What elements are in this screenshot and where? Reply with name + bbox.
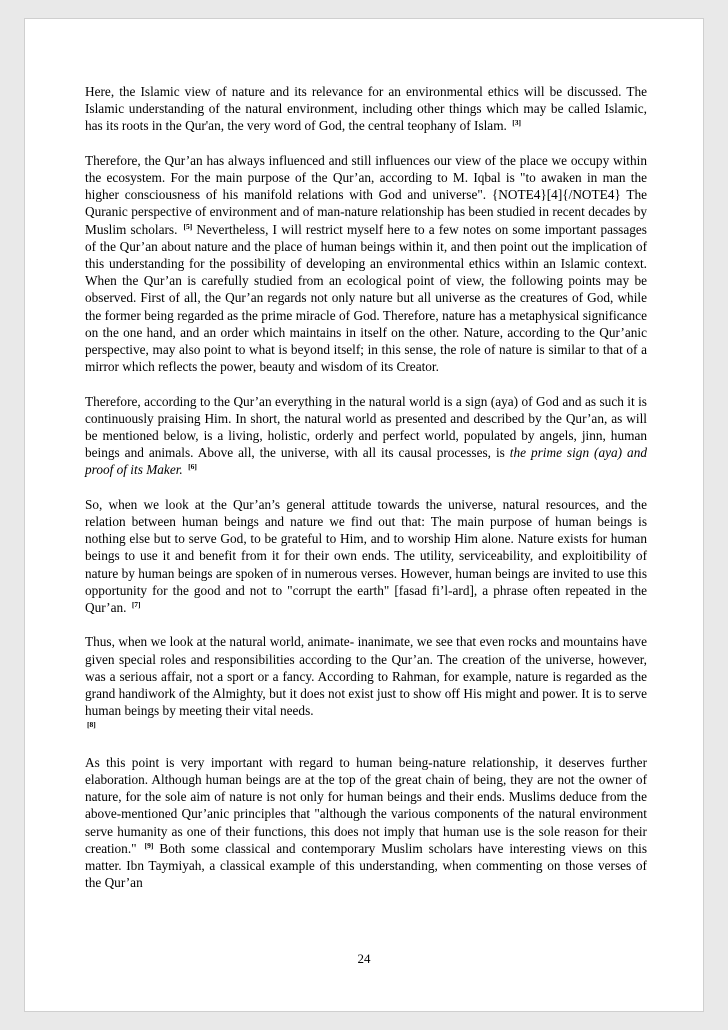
page-body — [85, 83, 647, 909]
paragraph-5: Thus, when we look at the natural world, animate- inanimate, we see that even rocks and mountains have given special roles and responsibilities according to the Qur’an. The creation of the universe, however, was a serious affair, not a sport or a fancy. According to Rahman, for example, nature is regarded as the grand handiwork of the Almighty, but it does not exist just to show off His might and power. It is to serve human beings by meeting their vital needs. [8] — [85, 634, 647, 730]
paragraph-4: So, when we look at the Qur’an’s general attitude towards the universe, natural resources, and the relation between human beings and nature we find out that: The main purpose of human beings is nothing else but to serve God, to be grateful to Him, and to worship Him alone. Nature exists for human beings to use it and benefit from it for their own ends. The utility, serviceability, and exploitibility of nature by human beings are spoken of in numerous verses. However, human beings are invited to use this opportunity for the good and not to "corrupt the earth" [fasad fi’l-ard], a phrase often repeated in the Qur’an. [7] — [85, 496, 647, 616]
footnote-ref-6[interactable]: [6] — [188, 462, 197, 472]
footnote-ref-7[interactable]: [7] — [131, 600, 141, 610]
paragraph-2: Therefore, the Qur’an has always influenced and still influences our view of the place we occupy within the ecosystem. For the main purpose of the Qur’an, according to M. Iqbal is "to awaken in man the higher consciousness of his manifold relations with God and universe". {NOTE4}[4]{/NOTE4} The Quranic perspective of environment and of man-nature relationship has been studied in recent decades by Muslim scholars. [5] Nevertheless, I will restrict myself here to a few notes on some important passages of the Qur’an about nature and the place of human beings within it, and then point out the implication of this understanding for the possibility of developing an environmental ethics within an Islamic context. When the Qur’an is carefully studied from an ecological point of view, the following points may be observed. First of all, the Qur’an regards not only nature but all universe as the creatures of God, while the former being regarded as the prime miracle of God. Therefore, nature has a metaphysical significance on the one hand, and an order which maintains in itself on the other. Nature, according to the Qur’anic perspective, may also point to what is beyond itself; in this sense, the role of nature is similar to that of a mirror which reflects the power, beauty and wisdom of its Creator. — [85, 152, 647, 375]
footnote-ref-5[interactable]: [5] — [183, 221, 193, 231]
paragraph-1: Here, the Islamic view of nature and its relevance for an environmental ethics will be discussed. The Islamic understanding of the natural environment, including other things which may be called Islamic, has its roots in the Qur'an, the very word of God, the central teophany of Islam. [3] — [85, 84, 647, 134]
footnote-ref-3[interactable]: [3] — [512, 118, 521, 128]
footnote-ref-8[interactable]: [8] — [87, 720, 96, 730]
paragraph-6: As this point is very important with regard to human being-nature relationship, it deserves further elaboration. Although human beings are at the top of the great chain of being, they are not the owner of nature, for the sole aim of nature is not only for human beings and their ends. Muslims deduce from the above-mentioned Qur’anic principles that "although the various components of the natural environment serve humanity as one of their functions, this does not imply that human use is the sole reason for their creation." [9] Both some classical and contemporary Muslim scholars have interesting views on this matter. Ibn Taymiyah, a classical example of this understanding, when commenting on those verses of the Qur’an — [85, 754, 647, 891]
italic-phrase: the prime sign (aya) and proof of its Maker. — [85, 445, 647, 478]
document-page — [24, 18, 704, 1012]
page-number: 24 — [357, 951, 371, 966]
footnote-ref-9[interactable]: [9] — [144, 840, 154, 850]
paragraph-3: Therefore, according to the Qur’an everything in the natural world is a sign (aya) of God and as such it is continuously praising Him. In short, the natural world as presented and described by the Qur’an, as will be mentioned below, is a living, holistic, orderly and perfect world, populated by angels, jinn, human beings and animals. Above all, the universe, with all its causal processes, is the prime sign (aya) and proof of its Maker. [6] — [85, 393, 647, 478]
